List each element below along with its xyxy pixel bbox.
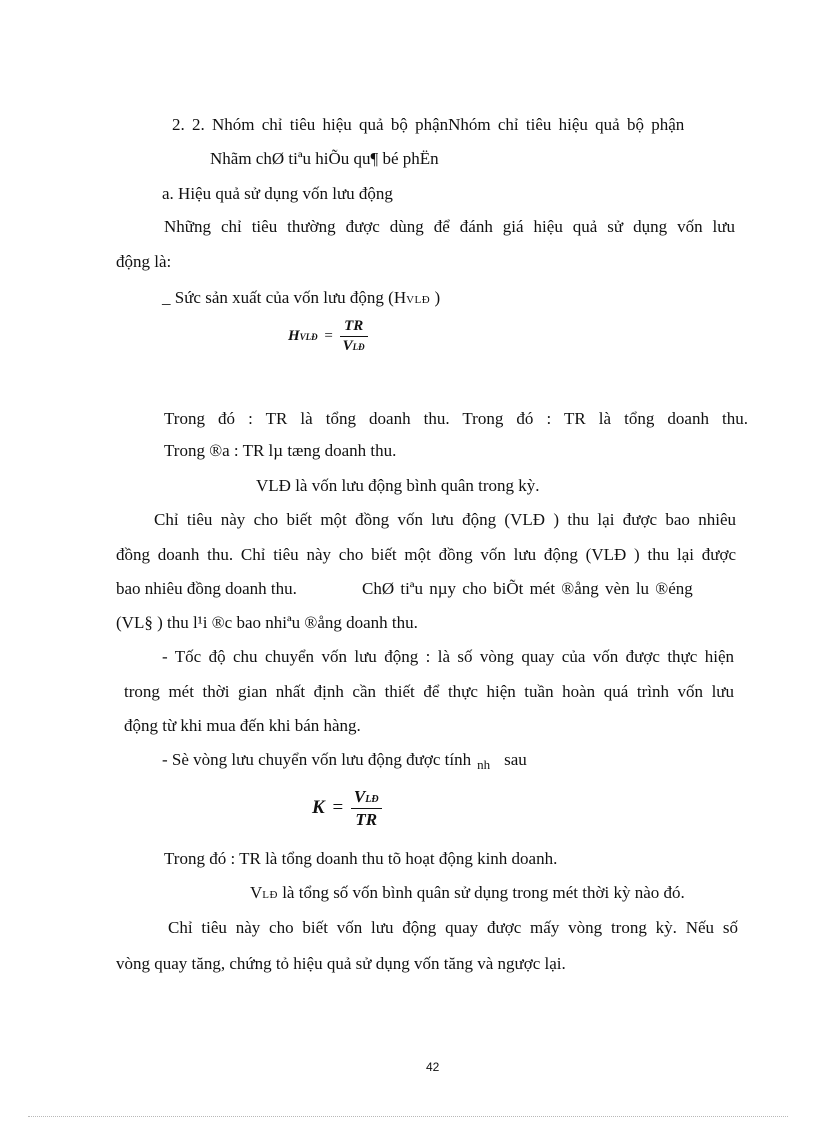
formula-k: K = $\frac{\text{VLĐ}}{TR}$ <box>312 787 382 830</box>
turnover-line-2: trong mét thời gian nhất định cần thiết để thực hiện tuần hoàn quá trình vốn lưu <box>124 682 734 701</box>
para1-line-3a: bao nhiêu đồng doanh thu. <box>116 579 297 598</box>
turnover-line-3: động từ khi mua đến khi bán hàng. <box>124 716 361 735</box>
subsection-title: a. Hiệu quả sử dụng vốn lưu động <box>162 184 393 203</box>
where1-line-3: VLĐ là vốn lưu động bình quân trong kỳ. <box>256 476 540 495</box>
para2-line-2: vòng quay tăng, chứng tỏ hiệu quả sử dụng vốn tăng và ngược lại. <box>116 954 566 973</box>
formula-k-numerator: VLĐ <box>353 787 379 806</box>
capacity-label: _ Sức sản xuất của vốn lưu động (HVLĐ ) <box>162 288 441 307</box>
turnover-line-1: - Tốc độ chu chuyển vốn lưu động : là số vòng quay của vốn được thực hiện <box>162 647 734 666</box>
para2-line-1: Chỉ tiêu này cho biết vốn lưu động quay được mấy vòng trong kỳ. Nếu số <box>168 918 738 937</box>
formula-hvld-lhs: HVLĐ <box>288 327 318 344</box>
formula-k-fraction <box>351 787 382 830</box>
page-number: 42 <box>426 1060 440 1074</box>
formula-hvld-numerator: TR <box>344 318 364 334</box>
formula-k-lhs: K <box>312 796 325 818</box>
para1-line-3b: ChØ tiªu nµy cho biÕt mét ®ång vèn lu ®éng <box>362 579 693 598</box>
intro-line-1: Những chỉ tiêu thường được dùng để đánh giá hiệu quả sử dụng vốn lưu <box>164 217 735 236</box>
where1-line-1: Trong đó : TR là tổng doanh thu. Trong đó : TR là tổng doanh thu. <box>164 409 748 428</box>
intro-line-2: động là: <box>116 252 172 271</box>
para1-line-1: Chỉ tiêu này cho biết một đồng vốn lưu động (VLĐ ) thu lại được bao nhiêu <box>154 510 736 529</box>
rounds-label: - Sè vòng lưu chuyển vốn lưu động được tính $_{nh}$ sau <box>162 750 527 772</box>
para1-line-4: (VL§ ) thu l¹i ®c bao nhiªu ®ång doanh thu. <box>116 613 418 632</box>
where2-line-1: Trong đó : TR là tổng doanh thu tõ hoạt động kinh doanh. <box>164 849 558 868</box>
formula-hvld: HVLĐ = $\frac{TR}{\text{VLĐ}}$ <box>288 318 368 355</box>
where2-line-2: VLĐ là tổng số vốn bình quân sử dụng trong mét thời kỳ nào đó. <box>250 883 685 902</box>
para1-line-2: đồng doanh thu. Chỉ tiêu này cho biết một đồng vốn lưu động (VLĐ ) thu lại được <box>116 545 736 564</box>
formula-hvld-denominator: VLĐ <box>342 338 365 354</box>
section-heading-garbled: Nhãm chØ tiªu hiÕu qu¶ bé phËn <box>210 149 439 168</box>
formula-k-denominator: TR <box>355 810 378 829</box>
footer-divider <box>28 1116 788 1117</box>
where1-line-2: Trong ®a : TR lµ tæng doanh thu. <box>164 441 397 460</box>
section-heading: 2. 2. Nhóm chỉ tiêu hiệu quả bộ phậnNhóm chỉ tiêu hiệu quả bộ phận <box>172 115 685 134</box>
formula-hvld-fraction <box>340 318 368 355</box>
